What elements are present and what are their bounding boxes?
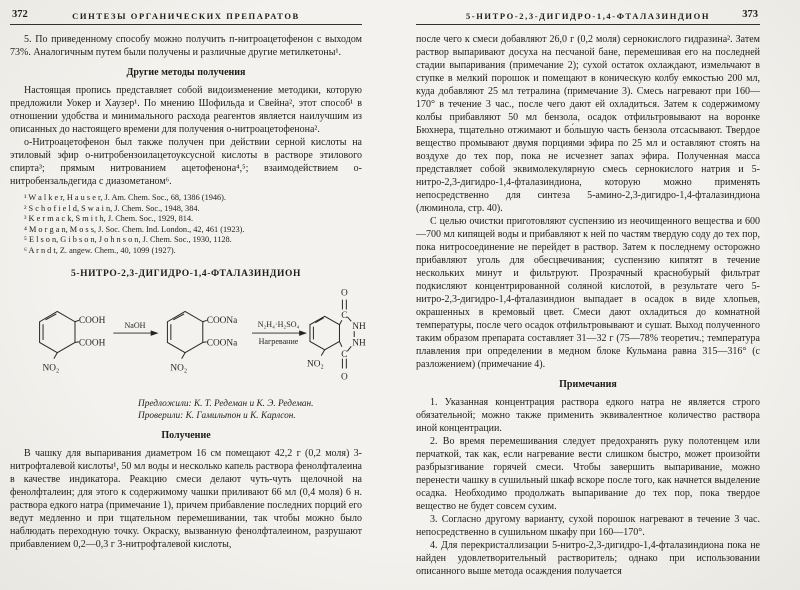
molecule-nitrophthalic-acid — [40, 311, 106, 373]
compound-title: 5-НИТРО-2,3-ДИГИДРО-1,4-ФТАЛАЗИНДИОН — [70, 268, 302, 279]
methods-paragraph-2: о-Нитроацетофенон был также получен при действии серной кислоты на этиловый эфир о-нитробензоилацетоуксусной кислоты в растворе этилового спирта³; прямым нитрованием ацетофенона⁴,⁵; взаимодействием о-нитробензальдегида с диазометаном⁶. — [10, 137, 362, 187]
substituent-coona-top: COONa — [206, 315, 238, 326]
notes-heading: Примечания — [559, 379, 617, 390]
page-number-right: 373 — [742, 9, 758, 20]
right-page — [416, 8, 760, 578]
substituent-no2-2: NO₂ — [170, 362, 188, 373]
chemical-scheme — [16, 283, 366, 395]
paragraph-note-5: 5. По приведенному способу можно получить п-нитроацетофенон с выходом 73%. Аналогичным путем были получены и различные другие метилкетоны¹. — [10, 34, 362, 58]
group-nh-top: NH — [352, 321, 366, 332]
footnote-5: ⁵ E l s o n, G i b s o n, J o h n s o n, J. Chem. Soc., 1930, 1128. — [24, 235, 232, 245]
left-page-body — [10, 33, 366, 551]
other-methods-heading: Другие методы получения — [126, 67, 246, 78]
reaction-arrow-2 — [252, 320, 307, 346]
page-number-left: 372 — [12, 9, 28, 20]
procedure-continuation-paragraph: после чего к смеси добавляют 26,0 г (0,2 моля) сернокислого гидразина². Затем раствор выпаривают досуха на песчаной бане, перемешивая его на последней стадии выпаривания (примечание 2); сухой остаток охлаждают, измельчают в ступке в мелкий порошок и помещают в коническую колбу емкостью 200 мл, куда добавляют 25 мл тетралина (примечание 3). Смесь нагревают при 160—170° в течение 3 час., после чего дают ей охладиться. Затем к содержимому колбы прибавляют 50 мл бензола, осадок отфильтровывают на воронке Бюхнера, тщательно отжимают и бо́льшую часть бензола отсасывают. Твердое вещество промывают двумя порциями эфира по 25 мл и оставляют стоять на воздухе до тех пор, пока не исчезнет запах эфира. Полученная масса представляет собой эквимолекулярную смесь сернокислого натрия и 5-нитро-2,3-дигидро-1,4-фталазиндиона, которую можно применять непосредственно для синтеза 5-амино-2,3-дигидро-1,4-фталазиндиона (люминола, стр. 40). — [416, 34, 760, 214]
running-head-right — [416, 8, 760, 25]
running-head-title-right: 5-НИТРО-2,3-ДИГИДРО-1,4-ФТАЛАЗИНДИОН — [465, 11, 711, 21]
atom-o-bottom: O — [340, 371, 348, 382]
substituent-no2-3: NO₂ — [307, 359, 324, 370]
footnote-4: ⁴ M o r g a n, M o s s, J. Soc. Chem. Ind. London., 42, 461 (1923). — [24, 224, 245, 234]
atom-c-top: C — [341, 310, 348, 321]
note-1: 1. Указанная концентрация раствора едкого натра не является строго обязательной; можно также применить эквивалентное количество раствора иной концентрации. — [416, 397, 760, 434]
molecule-phthalazinedione — [307, 288, 366, 382]
attribution — [138, 398, 362, 422]
note-4: 4. Для перекристаллизации 5-нитро-2,3-дигидро-1,4-фталазиндиона пока не найден удовлетворительный растворитель; однако при использовании описанного выше метода осаждения получается — [416, 540, 760, 577]
footnote-3: ³ K e r m a c k, S m i t h, J. Chem. Soc., 1929, 814. — [24, 214, 194, 224]
reaction-arrow-1 — [113, 321, 158, 336]
attribution-proposed: Предложили: К. Т. Редеман и К. Э. Редеман. — [138, 398, 314, 409]
running-head-left — [10, 8, 362, 25]
preparation-heading: Получение — [161, 429, 211, 441]
reagent-hydrazine-sulfate: N₂H₄·H₂SO₄ — [257, 319, 300, 329]
right-page-body — [416, 33, 760, 578]
note-2: 2. Во время перемешивания следует предохранять руку полотенцем или перчаткой, так как, если нагревание вести слишком быстро, может произойти разбрызгивание горячей смеси. Чтобы завершить выпаривание, можно перенести чашку в сушильный шкаф вскоре после того, как начнется выделение осадка. Необходимо продолжать выпаривание до тех пор, пока твердое вещество не будет совсем сухим. — [416, 436, 760, 512]
reaction-scheme-svg — [16, 283, 366, 391]
group-nh-bottom: NH — [352, 337, 366, 348]
reagent-heating: Нагревание — [258, 336, 299, 346]
footnote-1: ¹ W a l k e r, H a u s e r, J. Am. Chem. Soc., 68, 1386 (1946). — [24, 193, 227, 202]
atom-c-bottom: C — [341, 349, 348, 360]
note-3: 3. Согласно другому варианту, сухой порошок нагревают в течение 3 час. непосредственно в сушильном шкафу при 160—170°. — [416, 514, 760, 538]
footnote-2: ² S c h o f i e l d, S w a i n, J. Chem. Soc., 1948, 384. — [24, 203, 200, 213]
footnote-6: ⁶ A r n d t, Z. angew. Chem., 40, 1099 (1927). — [24, 245, 176, 255]
substituent-coona-mid: COONa — [206, 337, 238, 348]
running-head-title-left: СИНТЕЗЫ ОРГАНИЧЕСКИХ ПРЕПАРАТОВ — [72, 11, 300, 21]
substituent-no2: NO₂ — [42, 362, 60, 373]
left-page — [10, 8, 366, 551]
atom-o-top: O — [340, 288, 348, 299]
preparation-paragraph: В чашку для выпаривания диаметром 16 см помещают 42,2 г (0,2 моля) 3-нитрофталевой кислоты¹, 50 мл воды и несколько капель раствора фенолфталеина в качестве индикатора. Реакцию смеси делают чуть-чуть щелочной на фенолфталеин; для этого к содержимому чашки приливают 66 мл (0,4 моля) 6 н. раствора едкого натра (примечание 1), причем прибавление последних порций его ведут медленно и при тщательном перемешивании, так чтобы можно было наблюдать переходную точку. Окраску, вызванную фенолфталеином, разрушают прибавлением 0,2—0,3 г 3-нитрофталевой кислоты, — [10, 447, 362, 550]
reagent-naoh: NaOH — [124, 320, 146, 330]
methods-paragraph-1: Настоящая пропись представляет собой видоизменение методики, которую предложили Уокер и Хаузер¹. По мнению Шофильда и Свейна², этот способ¹ в отношении удобства и минимального расхода реагентов является наилучшим из описанных до настоящего времени для получения о-нитроацетофенона². — [10, 85, 362, 135]
substituent-cooh-mid: COOH — [78, 337, 106, 348]
purification-paragraph: С целью очистки приготовляют суспензию из неочищенного вещества и 600—700 мл кипящей воды и прибавляют к ней по частям твердую соду до тех пор, пока нитросоединение не перейдет в раствор. Затем к последнему осторожно прибавляют уголь для обесцвечивания; суспензию кипятят в течение нескольких минут и фильтруют. Прозрачный краснобурый фильтрат подкисляют концентрированной соляной кислотой, в результате чего 5-нитро-2,3-дигидро-1,4-фталазиндион выпадает в осадок в виде хлопьев, окрашенных в кремовый цвет. Смеси дают охладиться до комнатной температуры, после чего осадок отфильтровывают и сушат. Выход полученного таким образом препарата составляет 31—32 г (75—78% теоретич.; температура плавления при определении в медном блоке Кульмана равна 315—316° (с разложением) (примечание 4). — [416, 216, 760, 370]
substituent-cooh-top: COOH — [78, 315, 106, 326]
attribution-checked: Проверили: К. Гамильтон и К. Карлсон. — [138, 410, 296, 421]
notes-list — [416, 396, 760, 578]
footnote-list — [24, 193, 362, 257]
molecule-disodium-salt — [167, 311, 238, 373]
